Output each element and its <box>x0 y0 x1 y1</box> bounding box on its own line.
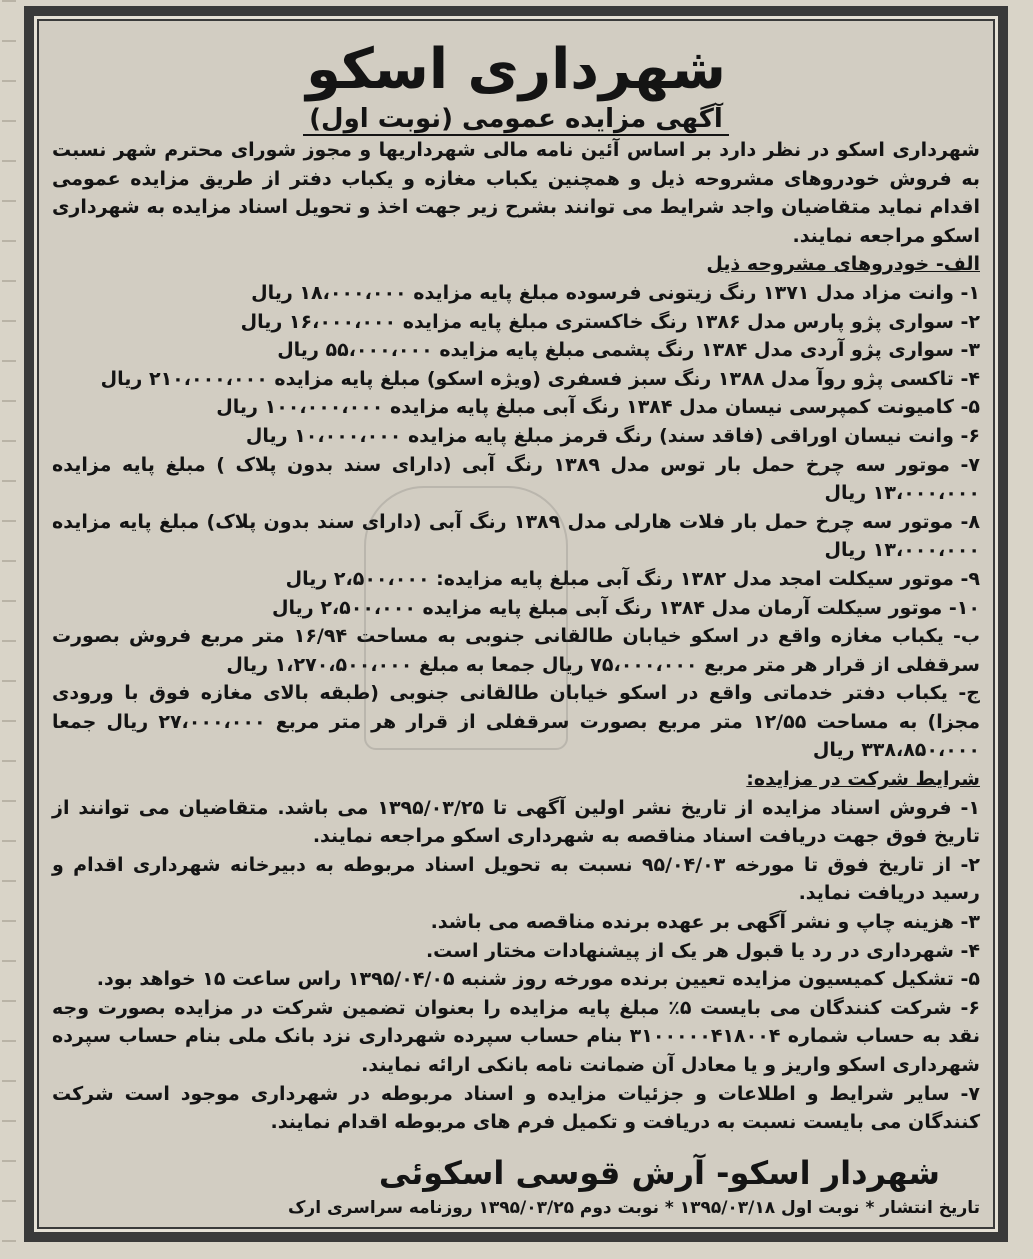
conditions-heading: شرایط شرکت در مزایده: <box>746 768 980 791</box>
page-title: شهرداری اسکو <box>306 37 726 102</box>
page-edge <box>2 0 16 1259</box>
section-c-office: ج- یکباب دفتر خدماتی واقع در اسکو خیابان طالقانی جنوبی (طبقه بالای مغازه فوق با ورودی مجزا) به مساحت ۱۲/۵۵ متر مربع بصورت سرقفلی از قرار هر متر مربع ۲۷،۰۰۰،۰۰۰ ریال جمعا ۳۳۸،۸۵۰،۰۰۰ ریال <box>52 682 980 762</box>
mayor-signature: شهردار اسکو- آرش قوسی اسکوئی <box>378 1153 940 1192</box>
condition-item: ۱- فروش اسناد مزایده از تاریخ نشر اولین آگهی تا ۱۳۹۵/۰۳/۲۵ می باشد. متقاضیان می توانند از تاریخ فوق جهت دریافت اسناد مناقصه به شهرداری اسکو مراجعه نمایند. <box>52 796 981 848</box>
vehicle-item: ۵- کامیونت کمپرسی نیسان مدل ۱۳۸۴ رنگ آبی مبلغ پایه مزایده ۱۰۰،۰۰۰،۰۰۰ ریال <box>216 396 980 419</box>
notice-body <box>52 34 981 1218</box>
condition-item: ۶- شرکت کنندگان می بایست ۵٪ مبلغ پایه مزایده را بعنوان تضمین شرکت در مزایده بصورت وجه نقد به حساب شماره ۳۱۰۰۰۰۰۴۱۸۰۰۴ بنام حساب سپرده شهرداری نزد بانک ملی بنام حساب سپرده شهرداری اسکو واریز و یا معادل آن ضمانت نامه بانکی ارائه نمایند. <box>52 996 980 1076</box>
condition-item: ۴- شهرداری در رد یا قبول هر یک از پیشنهادات مختار است. <box>425 939 980 962</box>
notice-subtitle <box>52 102 980 136</box>
publication-dates: تاریخ انتشار * نوبت اول ۱۳۹۵/۰۳/۱۸ * نوبت دوم ۱۳۹۵/۰۳/۲۵ روزنامه سراسری ارک <box>288 1197 980 1218</box>
vehicle-item: ۷- موتور سه چرخ حمل بار توس مدل ۱۳۸۹ رنگ آبی (دارای سند بدون پلاک ) مبلغ پایه مزایده ۱۳،۰۰۰،۰۰۰ ریال <box>52 453 980 505</box>
vehicle-item: ۱- وانت مزاد مدل ۱۳۷۱ رنگ زیتونی فرسوده مبلغ پایه مزایده ۱۸،۰۰۰،۰۰۰ ریال <box>251 281 980 304</box>
vehicle-item: ۴- تاکسی پژو روآ مدل ۱۳۸۸ رنگ سبز فسفری (ویژه اسکو) مبلغ پایه مزایده ۲۱۰،۰۰۰،۰۰۰ ریال <box>100 367 980 390</box>
condition-item: ۷- سایر شرایط و اطلاعات و جزئیات مزایده و اسناد مربوطه در شهرداری موجود است شرکت کنندگان می بایست نسبت به دریافت و تکمیل فرم های مربوطه اقدام نمایند. <box>52 1082 980 1134</box>
section-a-heading: الف- خودروهای مشروحه ذیل <box>706 253 980 276</box>
vehicle-item: ۲- سواری پژو پارس مدل ۱۳۸۶ رنگ خاکستری مبلغ پایه مزایده ۱۶،۰۰۰،۰۰۰ ریال <box>240 310 980 333</box>
publication-footer <box>52 1195 980 1221</box>
notice-frame <box>24 6 1008 1242</box>
vehicle-item: ۱۰- موتور سیکلت آرمان مدل ۱۳۸۴ رنگ آبی مبلغ پایه مزایده ۲،۵۰۰،۰۰۰ ریال <box>272 596 980 619</box>
vehicle-item: ۹- موتور سیکلت امجد مدل ۱۳۸۲ رنگ آبی مبلغ پایه مزایده: ۲،۵۰۰،۰۰۰ ریال <box>285 567 980 590</box>
condition-item: ۲- از تاریخ فوق تا مورخه ۹۵/۰۴/۰۳ نسبت به تحویل اسناد مربوطه به دبیرخانه شهرداری اقدام و رسید دریافت نماید. <box>52 853 980 905</box>
notice-subtitle-text: آگهی مزایده عمومی (نوبت اول) <box>303 104 729 136</box>
intro-paragraph: شهرداری اسکو در نظر دارد بر اساس آئین نامه مالی شهرداریها و مجوز شورای محترم شهر نسبت به فروش خودروهای مشروحه ذیل و همچنین یکباب مغازه و یکباب دفتر از طریق مزایده عمومی اقدام نماید متقاضیان واجد شرایط می توانند بشرح زیر جهت اخذ و تحویل اسناد مزایده به شهرداری اسکو مراجعه نمایند. <box>52 139 980 247</box>
section-b-shop: ب- یکباب مغازه واقع در اسکو خیابان طالقانی جنوبی به مساحت ۱۶/۹۴ متر مربع فروش بصورت سرقفلی از قرار هر متر مربع ۷۵،۰۰۰،۰۰۰ ریال جمعا به مبلغ ۱،۲۷۰،۵۰۰،۰۰۰ ریال <box>52 625 980 676</box>
condition-item: ۵- تشکیل کمیسیون مزایده تعیین برنده مورخه روز شنبه ۱۳۹۵/۰۴/۰۵ راس ساعت ۱۵ خواهد بود. <box>96 968 980 991</box>
condition-item: ۳- هزینه چاپ و نشر آگهی بر عهده برنده مناقصه می باشد. <box>430 911 980 934</box>
vehicle-item: ۶- وانت نیسان اوراقی (فاقد سند) رنگ قرمز مبلغ پایه مزایده ۱۰،۰۰۰،۰۰۰ ریال <box>245 424 980 447</box>
vehicle-item: ۸- موتور سه چرخ حمل بار فلات هارلی مدل ۱۳۸۹ رنگ آبی (دارای سند بدون پلاک) مبلغ پایه مزایده ۱۳،۰۰۰،۰۰۰ ریال <box>52 510 980 562</box>
vehicle-item: ۳- سواری پژو آردی مدل ۱۳۸۴ رنگ پشمی مبلغ پایه مزایده ۵۵،۰۰۰،۰۰۰ ریال <box>277 339 980 362</box>
